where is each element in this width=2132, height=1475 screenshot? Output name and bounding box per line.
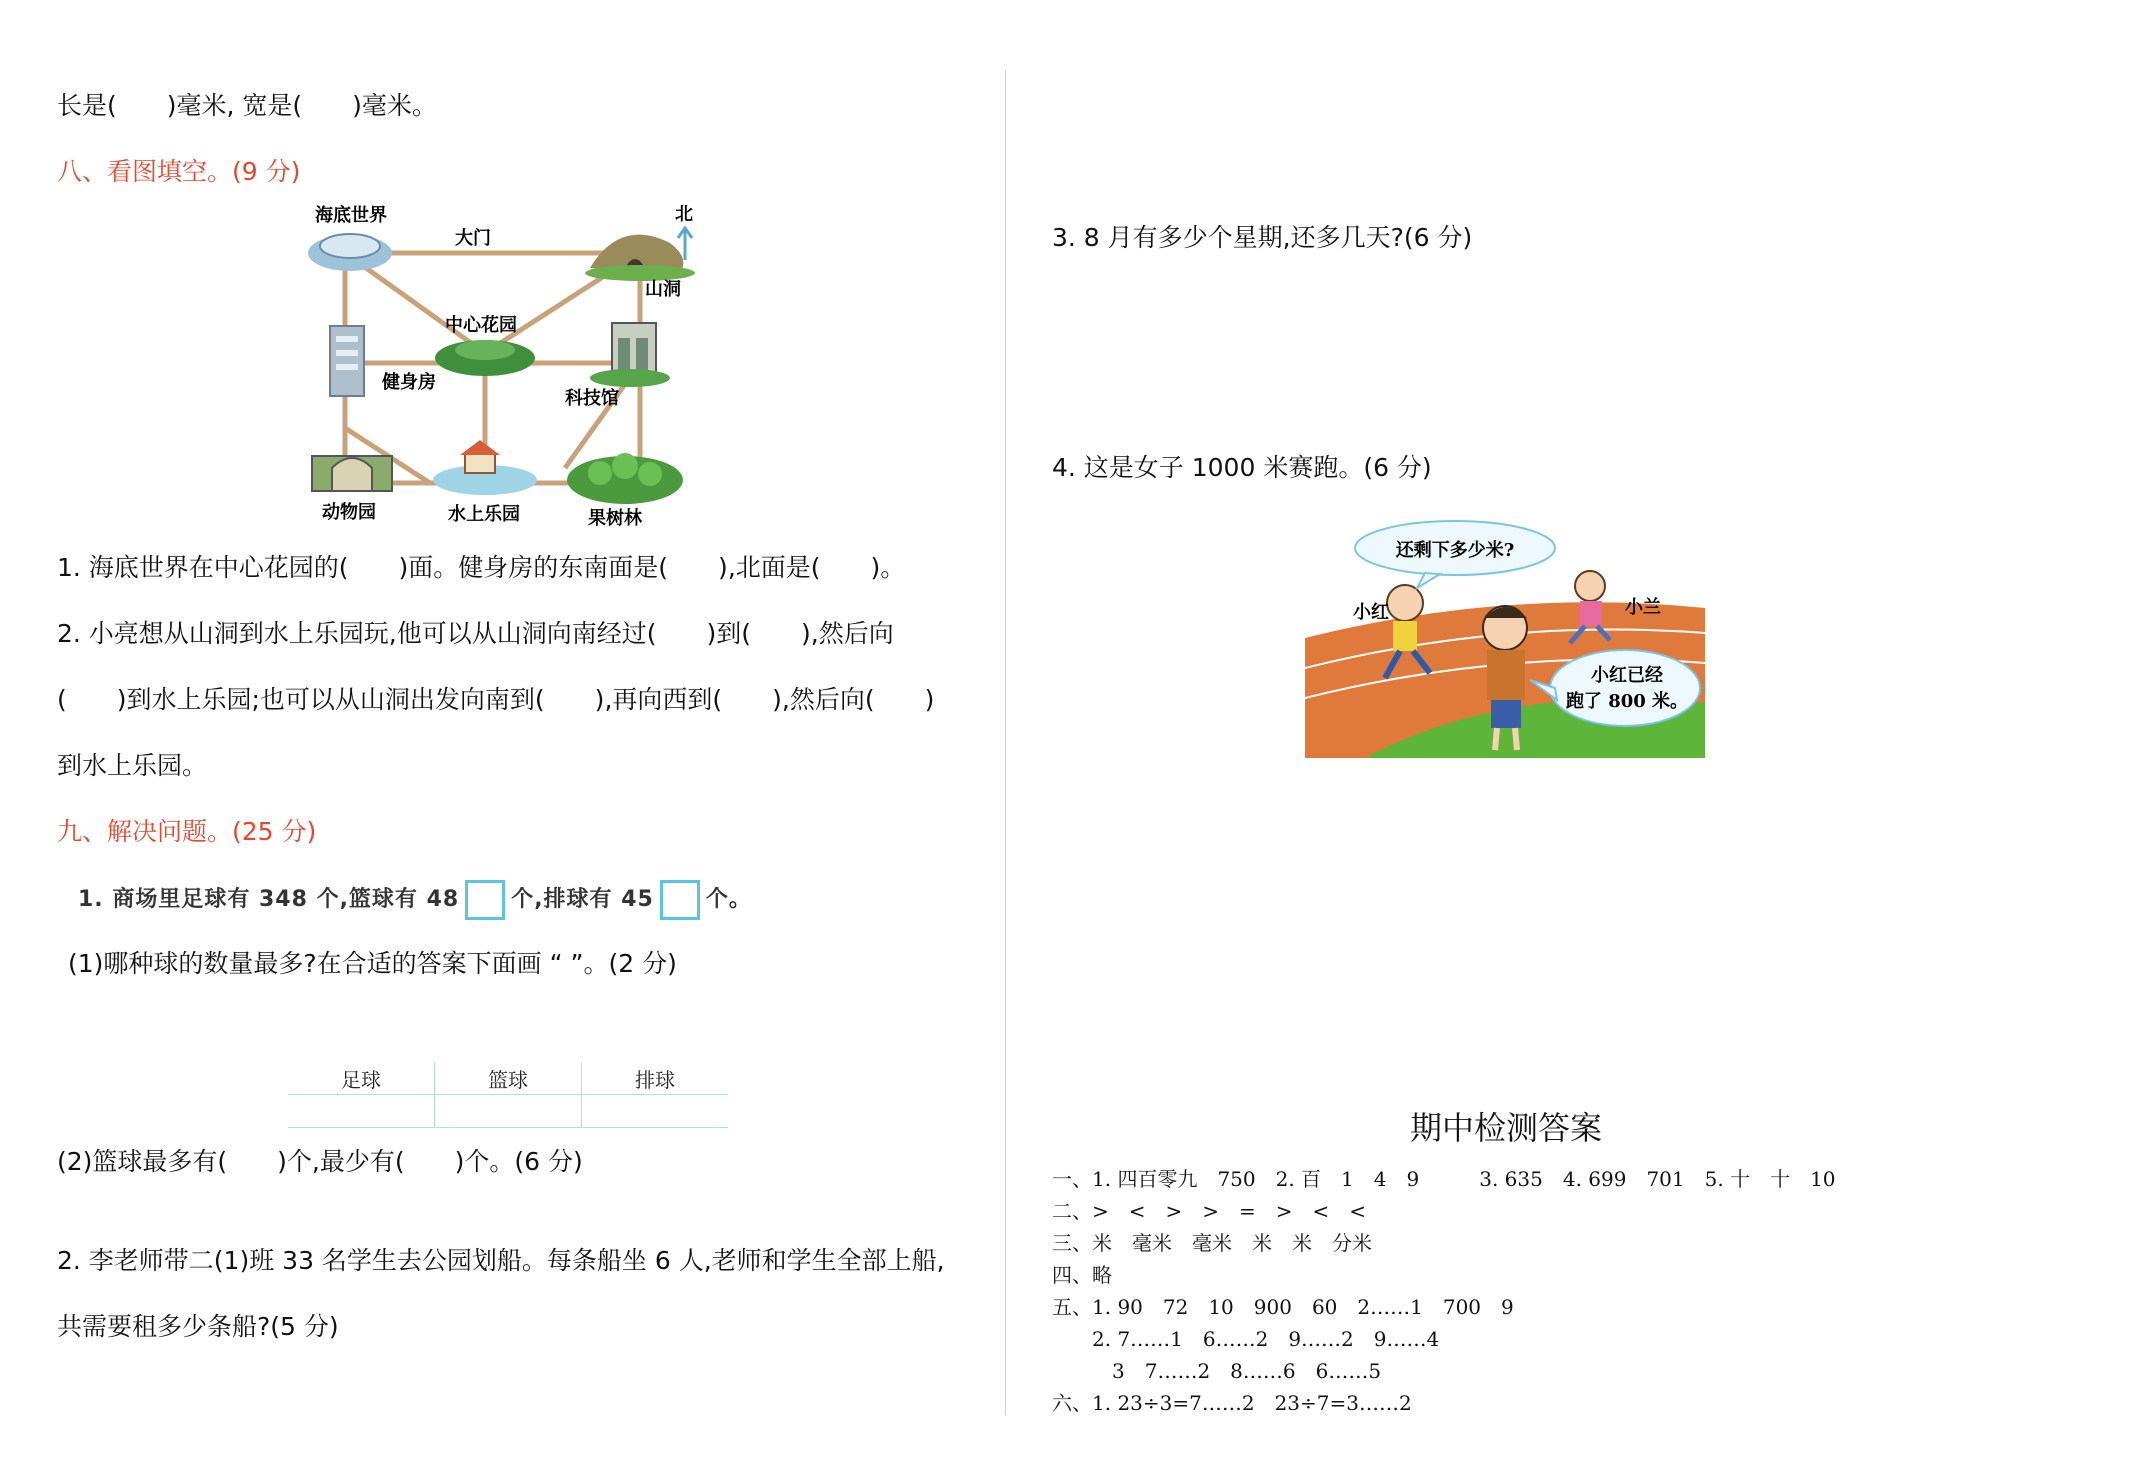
- q9-1-text-a: 1. 商场里足球有 348 个,篮球有 48: [78, 887, 460, 912]
- q9-1-2: (2)篮球最多有( )个,最少有( )个。(6 分): [57, 1147, 583, 1176]
- answer-line-4: 四、略: [1052, 1263, 1112, 1287]
- answer-line-8: 六、1. 23÷3=7……2 23÷7=3……2: [1052, 1391, 1412, 1415]
- label-zoo: 动物园: [322, 502, 376, 523]
- race-illustration: [1305, 518, 1705, 758]
- answer-title: 期中检测答案: [1410, 1109, 1603, 1147]
- speech-bubble-top: [1355, 521, 1555, 588]
- label-gate: 大门: [455, 228, 491, 249]
- ocean-world-icon: [308, 234, 392, 271]
- table-header-football: 足球: [288, 1062, 435, 1095]
- table-answer-cell: [288, 1095, 435, 1128]
- answer-line-5: 五、1. 90 72 10 900 60 2……1 700 9: [1052, 1295, 1514, 1319]
- label-central-garden: 中心花园: [445, 315, 517, 336]
- science-museum-icon: [590, 323, 670, 387]
- column-divider: [1005, 70, 1006, 1415]
- label-water-park: 水上乐园: [448, 504, 520, 525]
- bubble-bottom-text-1: 小红已经: [1591, 665, 1663, 686]
- gym-icon: [330, 326, 364, 396]
- answer-line-2: 二、> < > > = > < <: [1052, 1199, 1367, 1223]
- label-cave: 山洞: [645, 279, 681, 300]
- section-9-title: 九、解决问题。(25 分): [57, 817, 317, 846]
- q9-1-text-c: 个。: [705, 887, 752, 912]
- label-gym: 健身房: [382, 372, 436, 393]
- label-xiaolan: 小兰: [1625, 597, 1661, 618]
- label-north: 北: [675, 204, 693, 225]
- label-orchard: 果树林: [588, 508, 642, 529]
- label-ocean-world: 海底世界: [315, 205, 387, 226]
- length-width-line: 长是( )毫米, 宽是( )毫米。: [57, 91, 437, 120]
- table-answer-cell: [435, 1095, 582, 1128]
- central-garden-icon: [435, 340, 535, 376]
- table-answer-cell: [582, 1095, 729, 1128]
- q8-2-line-c: 到水上乐园。: [57, 751, 208, 780]
- bubble-bottom-text-2: 跑了 800 米。: [1565, 691, 1689, 712]
- q8-2-line-b: ( )到水上乐园;也可以从山洞出发向南到( ),再向西到( ),然后向( ): [57, 685, 935, 714]
- q8-2-line-a: 2. 小亮想从山洞到水上乐园玩,他可以从山洞向南经过( )到( ),然后向: [57, 619, 894, 648]
- q9-1-text-b: 个,排球有 45: [511, 887, 654, 912]
- answer-line-6: 2. 7……1 6……2 9……2 9……4: [1052, 1327, 1440, 1351]
- q4: 4. 这是女子 1000 米赛跑。(6 分): [1052, 453, 1432, 482]
- label-xiaohong: 小红: [1353, 602, 1389, 623]
- bubble-top-text: 还剩下多少米?: [1395, 540, 1515, 561]
- table-header-basketball: 篮球: [435, 1062, 582, 1095]
- park-map: [300, 198, 700, 533]
- water-park-icon: [433, 440, 537, 495]
- label-science-museum: 科技馆: [565, 388, 619, 409]
- answer-list: [1052, 1166, 1836, 1422]
- q9-1-question-image: [78, 880, 752, 920]
- q9-1-1: (1)哪种球的数量最多?在合适的答案下面画 “ ”。(2 分): [68, 949, 677, 978]
- basketball-blank-box: [465, 880, 505, 920]
- q9-2-line-b: 共需要租多少条船?(5 分): [57, 1312, 339, 1341]
- orchard-icon: [567, 453, 683, 504]
- answer-line-1: 一、1. 四百零九 750 2. 百 1 4 9 3. 635 4. 699 701 5. 十 十 10: [1052, 1167, 1836, 1191]
- table-header-volleyball: 排球: [582, 1062, 729, 1095]
- cave-icon: [585, 235, 695, 281]
- zoo-icon: [312, 456, 392, 491]
- q9-2-line-a: 2. 李老师带二(1)班 33 名学生去公园划船。每条船坐 6 人,老师和学生全部上船,: [57, 1246, 945, 1275]
- q8-1: 1. 海底世界在中心花园的( )面。健身房的东南面是( ),北面是( )。: [57, 553, 906, 582]
- answer-line-7: 3 7……2 8……6 6……5: [1052, 1359, 1382, 1383]
- answer-line-3: 三、米 毫米 毫米 米 米 分米: [1052, 1231, 1372, 1255]
- q3: 3. 8 月有多少个星期,还多几天?(6 分): [1052, 223, 1473, 252]
- ball-choice-table: [288, 1062, 728, 1128]
- volleyball-blank-box: [660, 880, 700, 920]
- section-8-title: 八、看图填空。(9 分): [57, 157, 301, 186]
